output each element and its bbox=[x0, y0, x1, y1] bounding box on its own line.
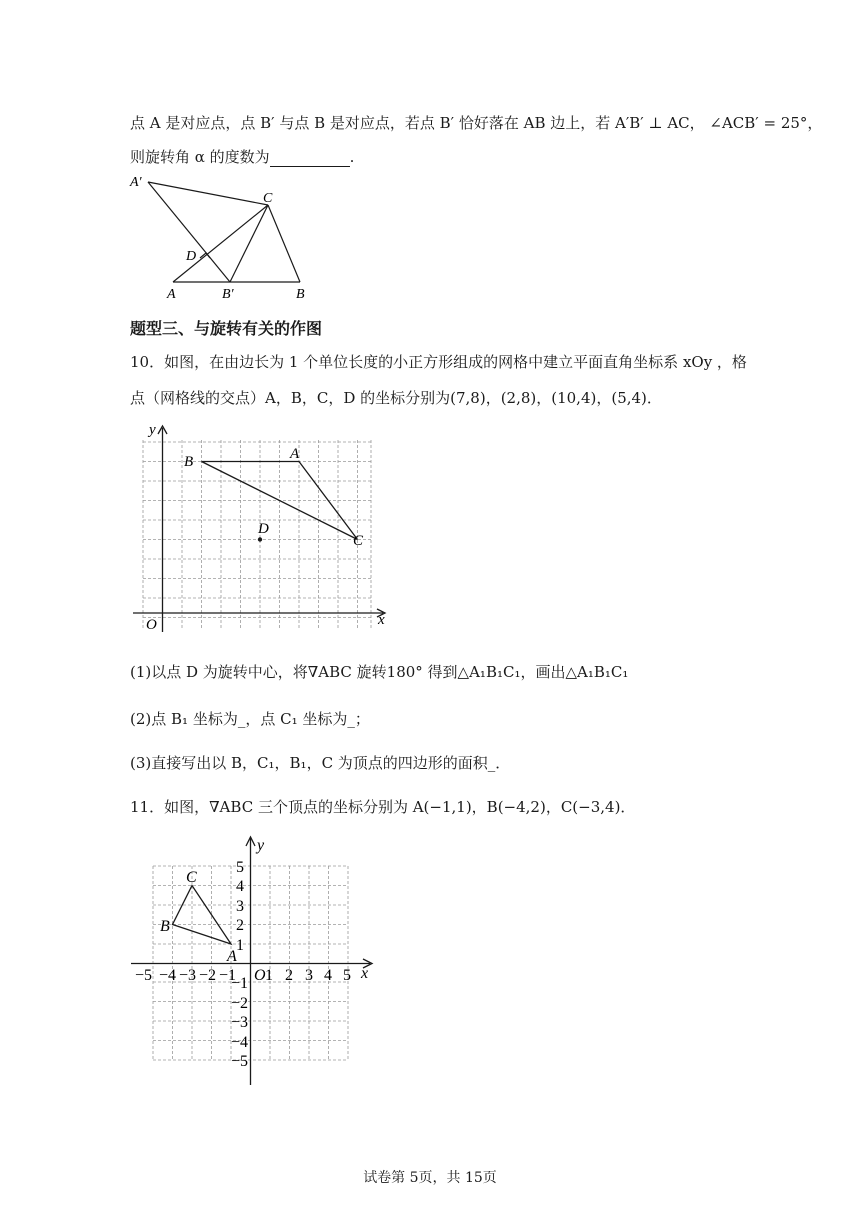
q11-label-b: B bbox=[160, 918, 170, 935]
q11-x-tick: 2 bbox=[285, 967, 293, 984]
q11-axis-x-label: x bbox=[361, 965, 369, 982]
q11-y-tick: 2 bbox=[236, 917, 244, 934]
q9-label-a: A bbox=[167, 287, 176, 302]
q10-label-d: D bbox=[258, 521, 269, 537]
q9-text-line2-end: . bbox=[349, 148, 355, 166]
q9-text-line2 bbox=[130, 146, 354, 167]
q11-x-tick: −4 bbox=[159, 967, 177, 984]
q10-text-line2: 点（网格线的交点）A，B，C，D 的坐标分别为(7,8)，(2,8)，(10,4)，(5,4)． bbox=[130, 389, 662, 407]
q9-label-c: C bbox=[263, 191, 273, 206]
q10-point-d bbox=[258, 537, 262, 541]
q10-label-c: C bbox=[353, 533, 364, 549]
q10-text-line1: 10．如图，在由边长为 1 个单位长度的小正方形组成的网格中建立平面直角坐标系 xOy ，格 bbox=[130, 353, 747, 371]
q9-label-a-prime: A′ bbox=[130, 175, 142, 190]
q9-text-line2-prefix: 则旋转角 α 的度数为 bbox=[130, 148, 270, 166]
q11-y-tick: 1 bbox=[236, 937, 244, 954]
q11-x-tick: −2 bbox=[199, 967, 217, 984]
q11-y-tick: −3 bbox=[231, 1014, 249, 1031]
q11-grid-figure bbox=[125, 830, 385, 1090]
q9-label-b: B bbox=[296, 287, 305, 302]
q11-axis-y-label: y bbox=[257, 837, 265, 854]
q11-y-tick: 5 bbox=[236, 859, 244, 876]
section-title: 题型三、与旋转有关的作图 bbox=[130, 319, 323, 338]
q10-part3: (3)直接写出以 B，C₁，B₁，C 为顶点的四边形的面积_． bbox=[130, 754, 511, 772]
q10-label-a: A bbox=[290, 446, 300, 462]
q10-grid-figure bbox=[125, 420, 395, 640]
page-footer: 试卷第 5页，共 15页 bbox=[363, 1170, 497, 1186]
q10-part2: (2)点 B₁ 坐标为_，点 C₁ 坐标为_； bbox=[130, 710, 370, 728]
q11-y-tick: −1 bbox=[231, 975, 249, 992]
q11-y-tick: 4 bbox=[236, 878, 244, 895]
q9-label-d: D bbox=[186, 249, 197, 264]
q11-y-tick: −4 bbox=[231, 1034, 249, 1051]
q10-grid bbox=[143, 440, 371, 630]
q11-origin-label: O bbox=[254, 967, 266, 984]
q10-part1: (1)以点 D 为旋转中心，将∇ABC 旋转180° 得到△A₁B₁C₁，画出△A₁B₁C₁ bbox=[130, 663, 629, 681]
q11-x-tick: −5 bbox=[135, 967, 153, 984]
q9-answer-blank bbox=[270, 152, 350, 167]
q10-origin-label: O bbox=[146, 617, 157, 633]
q10-axis-x-label: x bbox=[378, 612, 385, 628]
q11-label-c: C bbox=[186, 869, 197, 886]
q9-text-line1: 点 A 是对应点，点 B′ 与点 B 是对应点，若点 B′ 恰好落在 AB 边上，若 A′B′ ⊥ AC， ∠ACB′ = 25°， bbox=[130, 114, 823, 132]
q11-y-tick: −5 bbox=[231, 1053, 249, 1070]
q10-label-b: B bbox=[184, 454, 194, 470]
q9-label-b-prime: B′ bbox=[222, 287, 234, 302]
q11-x-tick: −1 bbox=[219, 967, 237, 984]
q11-label-a: A bbox=[227, 948, 237, 965]
q11-x-tick: 1 bbox=[265, 967, 273, 984]
q11-y-tick: −2 bbox=[231, 995, 249, 1012]
q9-figure bbox=[120, 170, 320, 305]
q11-x-tick: 3 bbox=[305, 967, 313, 984]
q11-x-tick: 5 bbox=[343, 967, 351, 984]
q11-y-tick: 3 bbox=[236, 898, 244, 915]
q11-x-tick: 4 bbox=[324, 967, 332, 984]
q11-text-line1: 11．如图，∇ABC 三个顶点的坐标分别为 A(−1,1)，B(−4,2)，C(−3,4)． bbox=[130, 798, 636, 816]
q11-x-tick: −3 bbox=[179, 967, 197, 984]
q10-axis-y-label: y bbox=[149, 422, 156, 438]
